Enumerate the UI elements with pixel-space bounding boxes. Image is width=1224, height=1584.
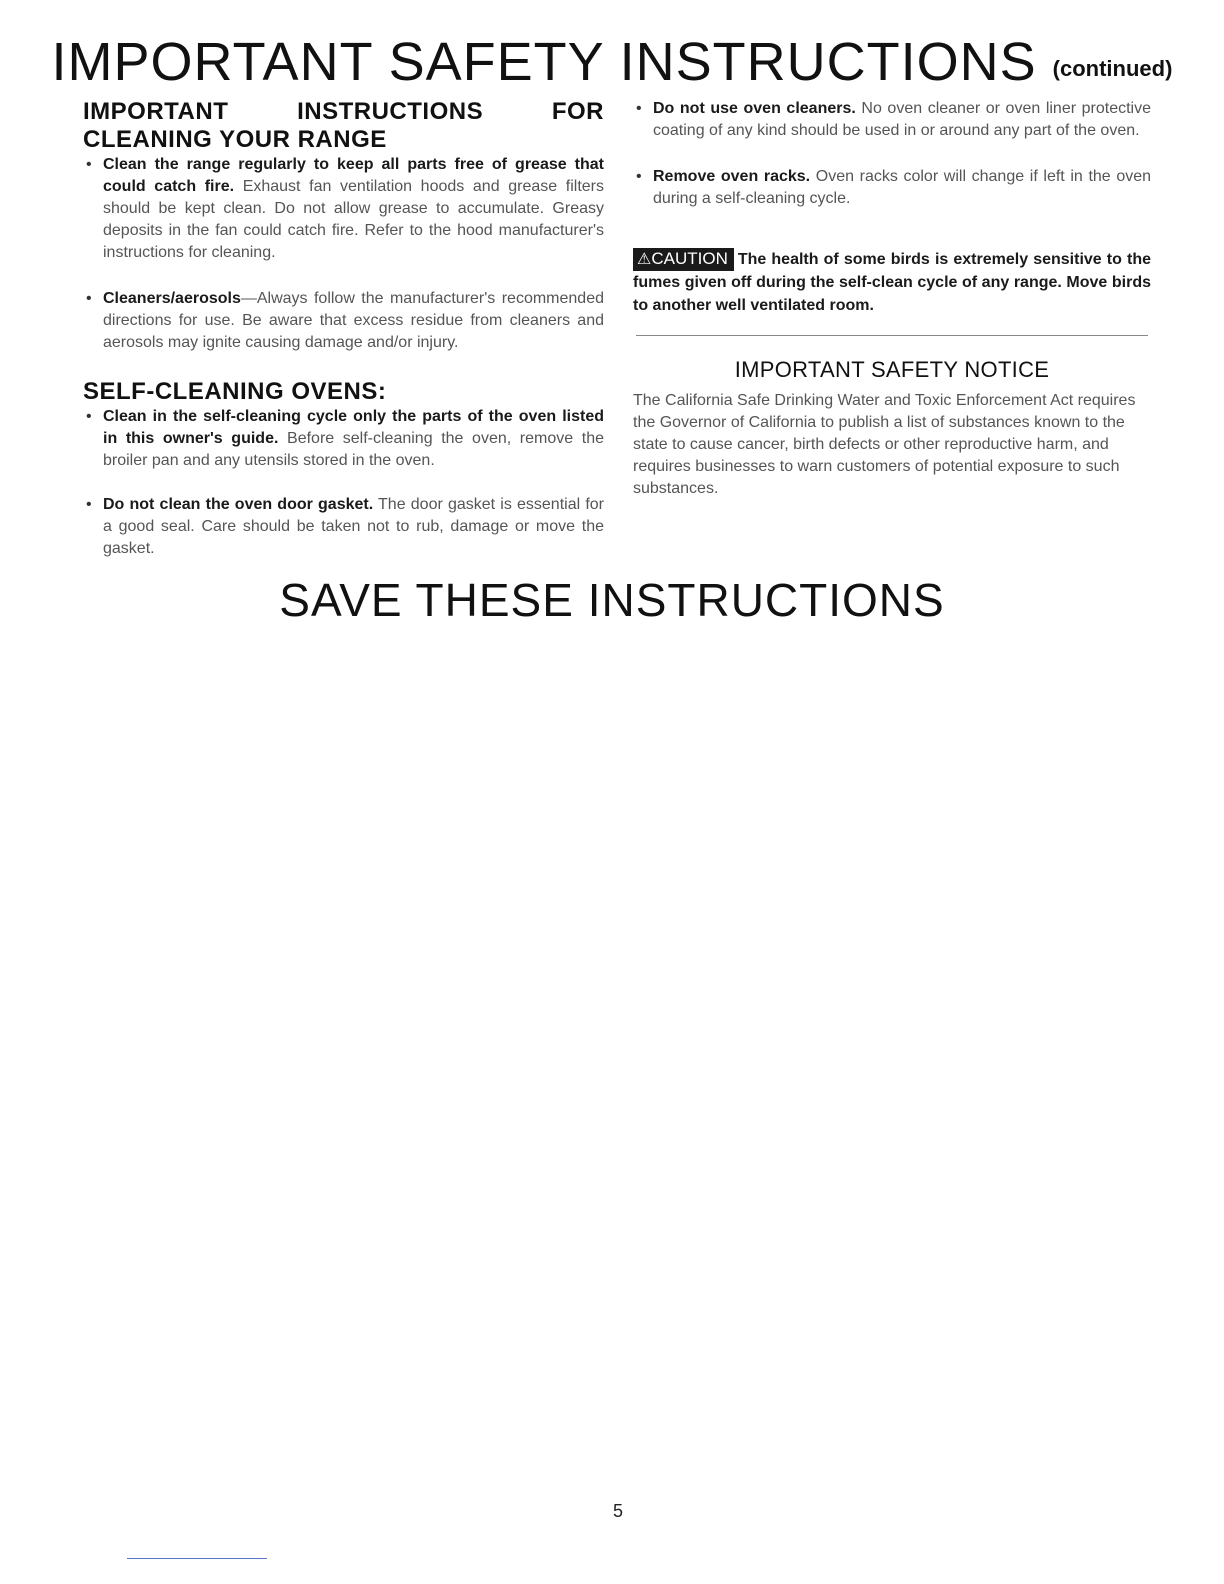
list-item-text: Oven racks color will change if left in the oven during a self-cleaning cycle. <box>653 168 1152 207</box>
page-title-text: IMPORTANT SAFETY INSTRUCTIONS <box>51 32 1037 92</box>
list-item-text: —Always follow the manufacturer's recommended directions for use. Be aware that excess residue from cleaners and aerosols may ignite causing damage and/or injury. <box>103 290 604 351</box>
list-item <box>633 166 1151 210</box>
list-item-bold: Do not use oven cleaners. <box>653 100 856 117</box>
list-item-bold: Do not clean the oven door gasket. <box>103 496 374 513</box>
notice-title: IMPORTANT SAFETY NOTICE <box>734 357 1050 382</box>
caution-badge <box>633 248 734 271</box>
list-item <box>633 98 1151 142</box>
self-cleaning-heading: SELF-CLEANING OVENS: <box>83 378 387 405</box>
warning-triangle-icon: ⚠ <box>637 251 652 268</box>
list-item-text: No oven cleaner or oven liner protective coating of any kind should be used in or around any part of the oven. <box>653 100 1152 139</box>
continued-label: (continued) <box>1052 56 1173 81</box>
list-item <box>83 154 604 264</box>
page-number: 5 <box>612 1501 623 1521</box>
footer-rule <box>127 1558 267 1559</box>
save-instructions-title: SAVE THESE INSTRUCTIONS <box>279 574 945 626</box>
right-column <box>633 98 1151 500</box>
bullet-icon: • <box>86 156 92 173</box>
caution-warning <box>633 248 1151 317</box>
list-item-bold: Clean in the self-cleaning cycle only the parts of the oven listed in this owner's guide. <box>103 408 604 447</box>
list-item <box>83 288 604 354</box>
list-item-text: The door gasket is essential for a good seal. Care should be taken not to rub, damage or move the gasket. <box>103 496 604 557</box>
bullet-icon: • <box>86 496 92 513</box>
list-item-bold: Cleaners/aerosols <box>103 290 241 307</box>
bullet-icon: • <box>636 168 642 185</box>
page-title <box>0 32 1224 99</box>
left-column <box>83 98 604 560</box>
cleaning-heading: IMPORTANT INSTRUCTIONS FOR CLEANING YOUR RANGE <box>83 98 604 153</box>
list-item-bold: Clean the range regularly to keep all parts free of grease that could catch fire. <box>103 156 604 195</box>
caution-badge-label: CAUTION <box>651 249 728 268</box>
caution-text: The health of some birds is extremely sensitive to the fumes given off during the self-clean cycle of any range. Move birds to another well ventilated room. <box>633 251 1151 314</box>
list-item <box>83 406 604 472</box>
list-item-bold: Remove oven racks. <box>653 168 811 185</box>
notice-body: The California Safe Drinking Water and Toxic Enforcement Act requires the Governor of California to publish a list of substances known to the state to cause cancer, birth defects or other reproductive harm, and requires businesses to warn customers of potential exposure to such substances. <box>633 392 1136 497</box>
divider <box>636 335 1148 336</box>
list-item-text: Exhaust fan ventilation hoods and grease filters should be kept clean. Do not allow grease to accumulate. Greasy deposits in the fan could catch fire. Refer to the hood manufacturer's instructions for cleaning. <box>103 178 604 261</box>
bullet-icon: • <box>86 290 92 307</box>
bullet-icon: • <box>636 100 642 117</box>
bullet-icon: • <box>86 408 92 425</box>
list-item <box>83 494 604 560</box>
list-item-text: Before self-cleaning the oven, remove the broiler pan and any utensils stored in the oven. <box>103 430 604 469</box>
